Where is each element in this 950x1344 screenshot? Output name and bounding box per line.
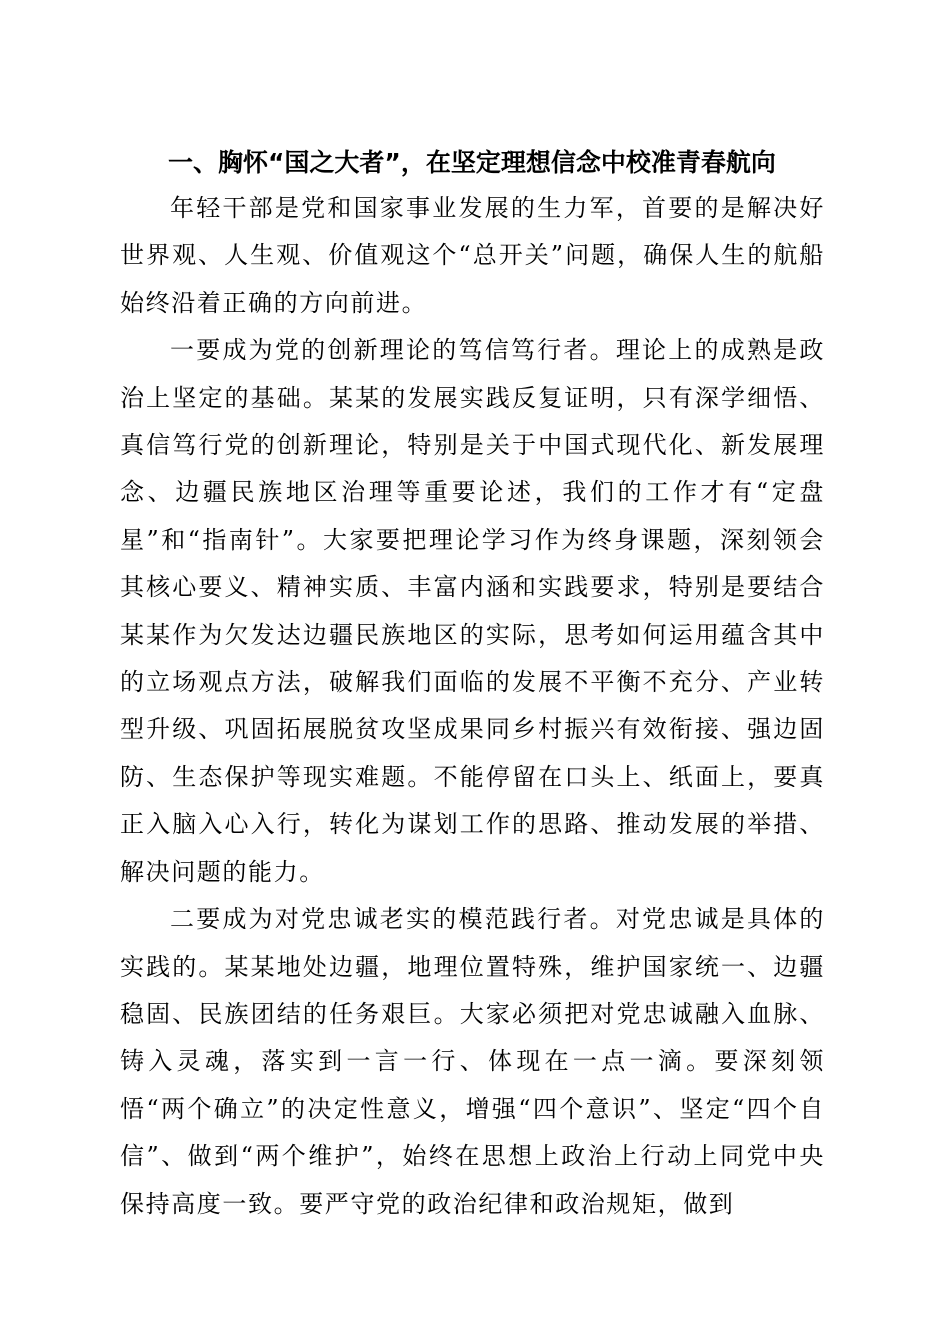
paragraph-point-two: 二要成为对党忠诚老实的模范践行者。对党忠诚是具体的实践的。某某地处边疆，地理位置特殊，维护国家统一、边疆稳固、民族团结的任务艰巨。大家必须把对党忠诚融入血脉、铸入灵魂，落实到一言一行、体现在一点一滴。要深刻领悟“两个确立”的决定性意义，增强“四个意识”、坚定“四个自信”、做到“两个维护”，始终在思想上政治上行动上同党中央保持高度一致。要严守党的政治纪律和政治规矩，做到 — [120, 905, 825, 1218]
document-body — [120, 185, 825, 1228]
paragraph-intro: 年轻干部是党和国家事业发展的生力军，首要的是解决好世界观、人生观、价值观这个“总开关”问题，确保人生的航船始终沿着正确的方向前进。 — [120, 194, 825, 317]
section-heading: 一、胸怀“国之大者”，在坚定理想信念中校准青春航向 — [168, 148, 776, 177]
paragraph-point-one: 一要成为党的创新理论的笃信笃行者。理论上的成熟是政治上坚定的基础。某某的发展实践反复证明，只有深学细悟、真信笃行党的创新理论，特别是关于中国式现代化、新发展理念、边疆民族地区治理等重要论述，我们的工作才有“定盘星”和“指南针”。大家要把理论学习作为终身课题，深刻领会其核心要义、精神实质、丰富内涵和实践要求，特别是要结合某某作为欠发达边疆民族地区的实际，思考如何运用蕴含其中的立场观点方法，破解我们面临的发展不平衡不充分、产业转型升级、巩固拓展脱贫攻坚成果同乡村振兴有效衔接、强边固防、生态保护等现实难题。不能停留在口头上、纸面上，要真正入脑入心入行，转化为谋划工作的思路、推动发展的举措、解决问题的能力。 — [120, 336, 825, 886]
